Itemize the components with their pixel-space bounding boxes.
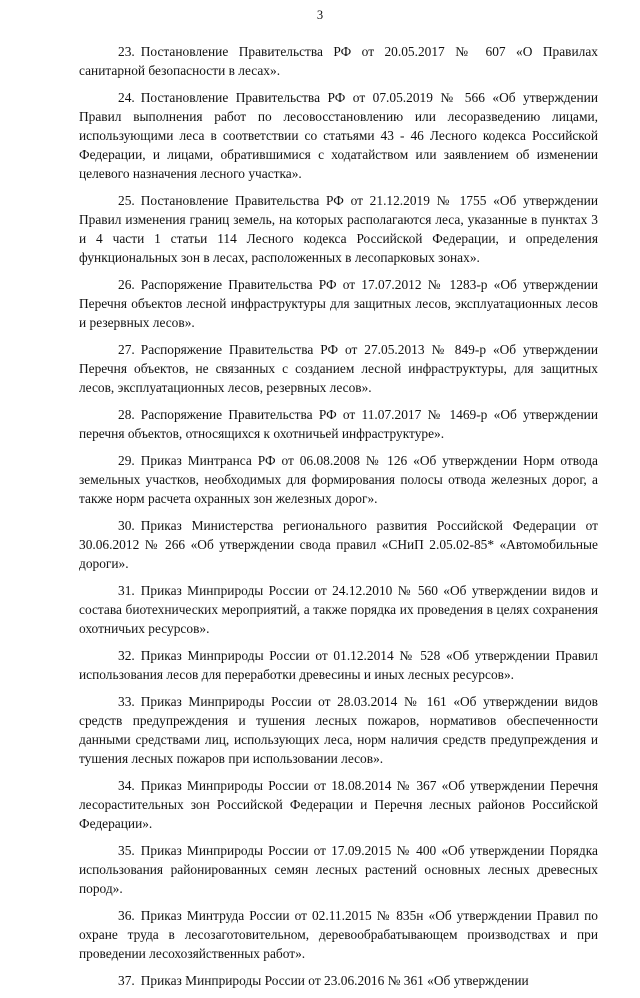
item-text: Постановление Правительства РФ от 21.12.2019 № 1755 «Об утверждении Правил изменения границ земель, на которых располагаются леса, указанные в пунктах 3 и 4 части 1 статьи 114 Лесного кодекса Российской Федерации, и определения функциональных зон в лесах, расположенных в лесопарковых зонах». xyxy=(79,193,598,265)
list-item-25 xyxy=(79,191,598,267)
item-number: 33. xyxy=(118,694,135,709)
list-item-29 xyxy=(79,451,598,508)
page-number: 3 xyxy=(316,8,324,22)
regulation-list xyxy=(79,42,598,998)
item-number: 26. xyxy=(118,277,135,292)
item-number: 31. xyxy=(118,583,135,598)
item-text: Приказ Минприроды России от 28.03.2014 № 161 «Об утверждении видов средств предупреждения и тушения лесных пожаров, нормативов обеспеченности данными средствами лиц, использующих леса, норм наличия средств предупреждения и тушения лесных пожаров при использовании лесов». xyxy=(79,694,598,766)
item-text: Распоряжение Правительства РФ от 27.05.2013 № 849-р «Об утверждении Перечня объектов, не связанных с созданием лесной инфраструктуры, для защитных лесов, эксплуатационных лесов, резервных лесов». xyxy=(79,342,598,395)
item-text: Распоряжение Правительства РФ от 11.07.2017 № 1469-р «Об утверждении перечня объектов, относящихся к охотничьей инфраструктуре». xyxy=(79,407,598,441)
item-text: Постановление Правительства РФ от 20.05.2017 № 607 «О Правилах санитарной безопасности в лесах». xyxy=(79,44,598,78)
item-number: 30. xyxy=(118,518,135,533)
item-text: Приказ Минприроды России от 18.08.2014 № 367 «Об утверждении Перечня лесорастительных зон Российской Федерации и Перечня лесных районов Российской Федерации». xyxy=(79,778,598,831)
list-item-27 xyxy=(79,340,598,397)
item-text: Приказ Минприроды России от 01.12.2014 № 528 «Об утверждении Правил использования лесов для переработки древесины и иных лесных ресурсов». xyxy=(79,648,598,682)
list-item-24 xyxy=(79,88,598,183)
list-item-32 xyxy=(79,646,598,684)
list-item-23 xyxy=(79,42,598,80)
item-text: Распоряжение Правительства РФ от 17.07.2012 № 1283-р «Об утверждении Перечня объектов лесной инфраструктуры для защитных лесов, эксплуатационных лесов и резервных лесов». xyxy=(79,277,598,330)
item-number: 34. xyxy=(118,778,135,793)
item-text: Приказ Министерства регионального развития Российской Федерации от 30.06.2012 № 266 «Об утверждении свода правил «СНиП 2.05.02-85* «Автомобильные дороги». xyxy=(79,518,598,571)
item-text: Приказ Минтруда России от 02.11.2015 № 835н «Об утверждении Правил по охране труда в лесозаготовительном, деревообрабатывающем производствах и при проведении лесохозяйственных работ». xyxy=(79,908,598,961)
item-number: 32. xyxy=(118,648,135,663)
list-item-31 xyxy=(79,581,598,638)
list-item-33 xyxy=(79,692,598,768)
item-number: 28. xyxy=(118,407,135,422)
list-item-36 xyxy=(79,906,598,963)
list-item-28 xyxy=(79,405,598,443)
list-item-37 xyxy=(79,971,598,990)
item-text: Приказ Минприроды России от 23.06.2016 № 361 «Об утверждении xyxy=(140,973,529,988)
item-number: 25. xyxy=(118,193,135,208)
item-text: Приказ Минприроды России от 17.09.2015 № 400 «Об утверждении Порядка использования районированных семян лесных растений основных лесных древесных пород». xyxy=(79,843,598,896)
list-item-26 xyxy=(79,275,598,332)
item-number: 36. xyxy=(118,908,135,923)
list-item-30 xyxy=(79,516,598,573)
list-item-34 xyxy=(79,776,598,833)
item-number: 23. xyxy=(118,44,135,59)
item-text: Приказ Минтранса РФ от 06.08.2008 № 126 «Об утверждении Норм отвода земельных участков, необходимых для формирования полосы отвода железных дорог, а также норм расчета охранных зон железных дорог». xyxy=(79,453,598,506)
item-number: 35. xyxy=(118,843,135,858)
item-text: Приказ Минприроды России от 24.12.2010 № 560 «Об утверждении видов и состава биотехнических мероприятий, а также порядка их проведения в целях сохранения охотничьих ресурсов». xyxy=(79,583,598,636)
item-number: 29. xyxy=(118,453,135,468)
item-number: 24. xyxy=(118,90,135,105)
item-text: Постановление Правительства РФ от 07.05.2019 № 566 «Об утверждении Правил выполнения работ по лесовосстановлению или лесоразведению лицами, использующими леса в соответствии со статьями 43 - 46 Лесного кодекса Российской Федерации, и лицами, обратившимися с ходатайством или заявлением об изменении целевого назначения лесного участка». xyxy=(79,90,598,181)
item-number: 27. xyxy=(118,342,135,357)
item-number: 37. xyxy=(118,973,135,988)
list-item-35 xyxy=(79,841,598,898)
